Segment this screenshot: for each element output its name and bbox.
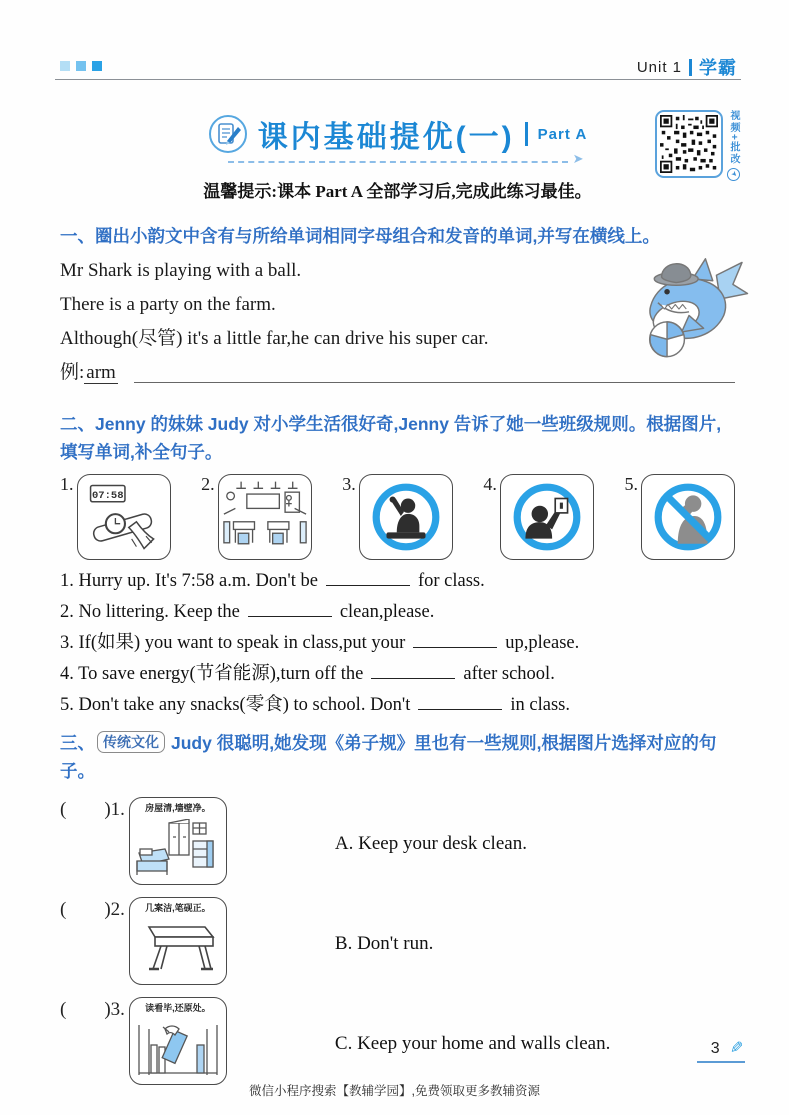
sentence-text: 4. To save energy(节省能源),turn off the: [60, 664, 364, 684]
option-c: C. Keep your home and walls clean.: [334, 1032, 611, 1054]
turn-off-light-sign-icon: [500, 474, 594, 560]
brand-logo: 学霸: [699, 58, 737, 78]
notebook-pencil-icon: [208, 114, 248, 154]
sentence-text: in class.: [510, 695, 571, 715]
qr-caption: 视频+批改: [728, 110, 739, 166]
picture-caption: 房屋清,墙壁净。: [145, 803, 211, 813]
section3-heading: [60, 729, 735, 785]
match-row-3: [60, 997, 735, 1090]
answer-blank: [371, 676, 455, 679]
picture-number: 4.: [483, 474, 497, 494]
picture-item-3: [342, 474, 453, 560]
section2-heading: 二、Jenny 的妹妹 Judy 对小学生活很好奇,Jenny 告诉了她一些班级规则。根据图片,填写单词,补全句子。: [60, 414, 722, 462]
picture-number: 1.: [60, 474, 74, 494]
header-divider: [55, 79, 741, 80]
picture-item-5: [625, 474, 736, 560]
qr-code-block: [655, 110, 741, 181]
picture-number: 5.: [624, 474, 638, 494]
page-content: [60, 88, 739, 1097]
answer-write-line: [134, 382, 735, 383]
unit-brand: [637, 54, 737, 80]
scan-arrow-icon: [727, 168, 740, 181]
pencil-icon: ✎: [729, 1040, 743, 1057]
example-label: 例:: [60, 362, 85, 383]
answer-blank: [413, 645, 497, 648]
picture-number: 2.: [201, 474, 215, 494]
answer-parentheses: ( )2.: [60, 899, 125, 920]
no-eating-sign-icon: [641, 474, 735, 560]
watch-time: 07:58: [91, 489, 124, 502]
page-number: 3: [710, 1040, 720, 1057]
bookshelf-return-book-icon: [129, 997, 227, 1085]
picture-row: [60, 474, 735, 560]
sentence-text: after school.: [463, 664, 555, 684]
fill-in-sentences: [60, 566, 735, 721]
page-header: [60, 54, 737, 80]
tidy-bedroom-icon: [129, 797, 227, 885]
sentence-text: 5. Don't take any snacks(零食) to school. Don't: [60, 695, 411, 715]
tip-line: 温馨提示:课本 Part A 全部学习后,完成此练习最佳。: [203, 182, 592, 201]
arrow-icon: ➤: [572, 151, 584, 166]
sentence-text: 2. No littering. Keep the: [60, 602, 240, 622]
shark-illustration: [625, 246, 753, 374]
answer-parentheses: ( )1.: [60, 799, 125, 820]
sentence-4: [60, 659, 735, 690]
part-label: Part A: [537, 125, 588, 143]
page-number-block: [697, 1038, 745, 1063]
match-row-1: [60, 797, 735, 890]
sentence-1: [60, 566, 735, 597]
wristwatch-icon: [77, 474, 171, 560]
rhyme-line: There is a party on the farm.: [60, 294, 276, 315]
answer-parentheses: ( )3.: [60, 999, 125, 1020]
school-desk-icon: [129, 897, 227, 985]
answer-blank: [418, 707, 502, 710]
sentence-text: for class.: [417, 571, 485, 591]
rhyme-line: Mr Shark is playing with a ball.: [60, 260, 302, 281]
picture-caption: 读看毕,还原处。: [145, 1003, 211, 1013]
tradition-badge: 传统文化: [97, 731, 165, 753]
sentence-text: 3. If(如果) you want to speak in class,put your: [60, 633, 406, 653]
sentence-text: up,please.: [505, 633, 580, 653]
sentence-text: 1. Hurry up. It's 7:58 a.m. Don't be: [60, 571, 318, 591]
picture-item-1: [60, 474, 171, 560]
footer-note: 微信小程序搜索【教辅学园】,免费领取更多教辅资源: [249, 1084, 540, 1098]
page-title: 课内基础提优(一): [257, 121, 515, 154]
picture-caption: 几案洁,笔砚正。: [145, 903, 211, 913]
corner-dots-decoration: [60, 58, 108, 76]
answer-blank: [326, 583, 410, 586]
unit-label: Unit 1: [636, 58, 682, 76]
qr-code: [655, 110, 723, 178]
title-divider-bar: [525, 122, 528, 146]
sentence-text: clean,please.: [339, 602, 435, 622]
picture-number: 3.: [342, 474, 356, 494]
sentence-3: [60, 628, 735, 659]
option-b: B. Don't run.: [334, 932, 434, 954]
match-row-2: [60, 897, 735, 990]
option-a: A. Keep your desk clean.: [334, 832, 527, 854]
rhyme-line: Although(尽管) it's a little far,he can drive his super car.: [60, 328, 489, 349]
example-word: arm: [86, 362, 116, 383]
section3-heading-text: Judy 很聪明,她发现《弟子规》里也有一些规则,根据图片选择对应的句子。: [60, 733, 717, 781]
section-number: 三、: [60, 733, 95, 753]
sentence-2: [60, 597, 735, 628]
section1-heading: 一、圈出小韵文中含有与所给单词相同字母组合和发音的单词,并写在横线上。: [60, 226, 660, 246]
title-underline: [228, 151, 584, 166]
answer-blank: [248, 614, 332, 617]
picture-item-2: [201, 474, 312, 560]
sentence-5: [60, 690, 735, 721]
picture-item-4: [483, 474, 594, 560]
qr-caption-column: [726, 110, 741, 181]
lesson-title-row: [60, 112, 735, 156]
classroom-icon: [218, 474, 312, 560]
raise-hand-sign-icon: [359, 474, 453, 560]
divider-bar: [689, 59, 692, 76]
matching-exercise: [60, 797, 735, 1090]
